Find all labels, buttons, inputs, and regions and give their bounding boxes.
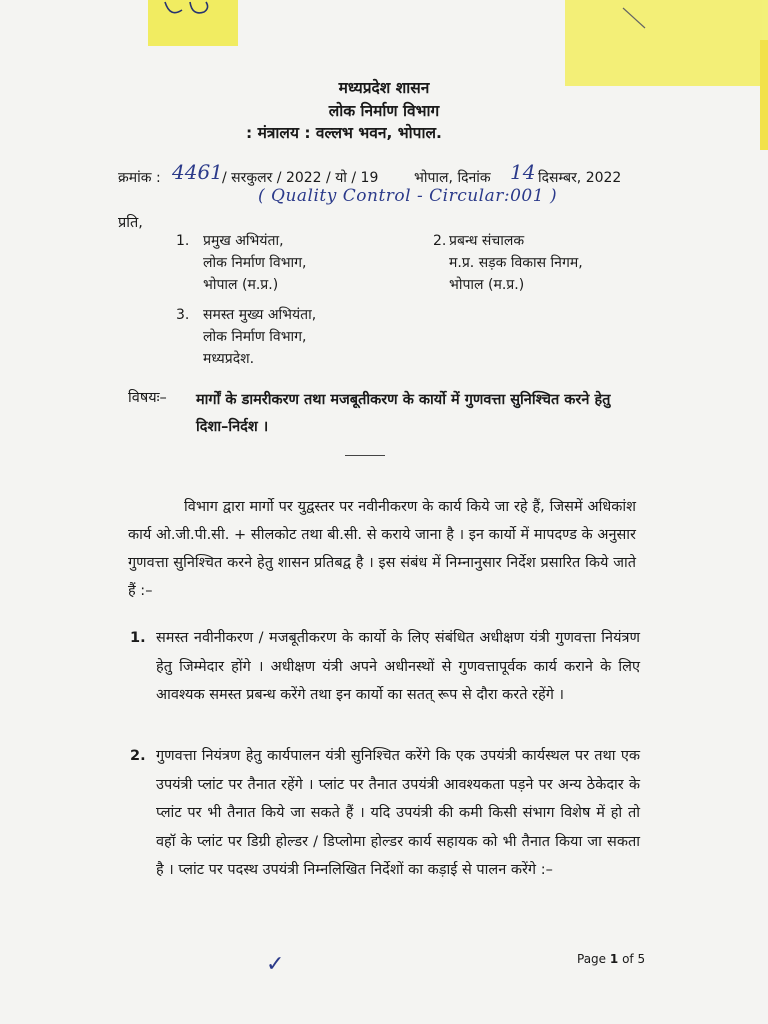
header-department: लोक निर्माण विभाग <box>328 102 440 120</box>
directive-item-2 <box>130 742 640 885</box>
pen-mark-icon <box>619 4 649 32</box>
directive-text: समस्त नवीनीकरण / मजबूतीकरण के कार्यो के लिए संबंधित अधीक्षण यंत्री गुणवत्ता नियंत्रण हेतु जिम्मेदार होंगे । अधीक्षण यंत्री अपने अधीनस्थों से गुणवत्तापूर्वक कार्य कराने के लिए आवश्यक समस्त प्रबन्ध करेंगे तथा इन कार्यो का सतत् रूप से दौरा करते रहेंगे । <box>156 630 640 703</box>
reference-handwritten-day: 14 <box>510 160 536 184</box>
pen-scribble-icon <box>160 0 220 20</box>
intro-paragraph <box>128 493 636 605</box>
reference-prefix: क्रमांक : <box>118 170 161 186</box>
addressee-line: प्रमुख अभियंता, <box>203 233 284 249</box>
directive-text: गुणवत्ता नियंत्रण हेतु कार्यपालन यंत्री सुनिश्चित करेंगे कि एक उपयंत्री कार्यस्थल पर तथा एक उपयंत्री प्लांट पर तैनात रहेंगे । प्लांट पर तैनात उपयंत्री आवश्यकता पड़ने पर अन्य ठेकेदार के प्लांट पर भी तैनात किये जा सकते हैं । यदि उपयंत्री की कमी किसी संभाग विशेष में हो तो वहॉ के प्लांट पर डिग्री होल्डर / डिप्लोमा होल्डर कार्य सहायक को भी तैनात किया जा सकता है । प्लांट पर पदस्थ उपयंत्री निम्नलिखित निर्देशों का कड़ाई से पालन करेंगे :– <box>156 748 640 878</box>
header-government: मध्यप्रदेश शासन <box>338 79 430 97</box>
addressee-line: लोक निर्माण विभाग, <box>203 255 307 271</box>
addressee-number: 1. <box>176 233 190 249</box>
directive-number: 2. <box>130 748 146 764</box>
header-address: : मंत्रालय : वल्लभ भवन, भोपाल. <box>246 124 442 142</box>
intro-paragraph-text: विभाग द्वारा मार्गो पर युद्वस्तर पर नवीनीकरण के कार्य किये जा रहे हैं, जिसमें अधिकांश कार्य ओ.जी.पी.सी. + सीलकोट तथा बी.सी. से कराये जाना है । इन कार्यो में मापदण्ड के अनुसार गुणवत्ता सुनिश्चित करने हेतु शासन प्रतिबद्व है । इस संबंध में निम्नानुसार निर्देश प्रसारित किये जाते हैं :– <box>128 499 636 599</box>
page-total: 5 <box>637 952 646 966</box>
addressee-line: म.प्र. सड़क विकास निगम, <box>449 255 583 271</box>
reference-number: / सरकुलर / 2022 / यो / 19 <box>222 170 379 186</box>
sticky-note-left <box>148 0 238 46</box>
handwritten-circular-note: ( Quality Control - Circular:001 ) <box>258 186 558 206</box>
directive-item-1 <box>130 624 640 710</box>
directive-number: 1. <box>130 630 146 646</box>
separator-line <box>345 455 385 456</box>
page-word: Page <box>577 952 607 966</box>
addressee-line: लोक निर्माण विभाग, <box>203 329 307 345</box>
reference-month-year: दिसम्बर, 2022 <box>538 170 622 186</box>
reference-handwritten-number: 4461 <box>172 160 223 184</box>
addressee-line: मध्यप्रदेश. <box>203 351 255 367</box>
addressee-line: भोपाल (म.प्र.) <box>449 277 525 293</box>
subject-label: विषयः– <box>128 390 167 406</box>
page-number <box>577 952 645 966</box>
reference-place-date: भोपाल, दिनांक <box>414 170 491 186</box>
subject-text: मार्गों के डामरीकरण तथा मजबूतीकरण के कार्यो में गुणवत्ता सुनिश्चित करने हेतु दिशा–निर्दश । <box>196 392 611 435</box>
addressee-number: 2. <box>433 233 447 249</box>
addressee-line: भोपाल (म.प्र.) <box>203 277 279 293</box>
page-of: of <box>622 952 634 966</box>
to-label: प्रति, <box>118 215 143 231</box>
page-current: 1 <box>609 952 619 966</box>
addressee-line: प्रबन्ध संचालक <box>449 233 525 249</box>
addressee-line: समस्त मुख्य अभियंता, <box>203 307 317 323</box>
handwritten-tick-icon: ✓ <box>266 952 285 977</box>
addressee-number: 3. <box>176 307 190 323</box>
sticky-note-right <box>565 0 768 86</box>
